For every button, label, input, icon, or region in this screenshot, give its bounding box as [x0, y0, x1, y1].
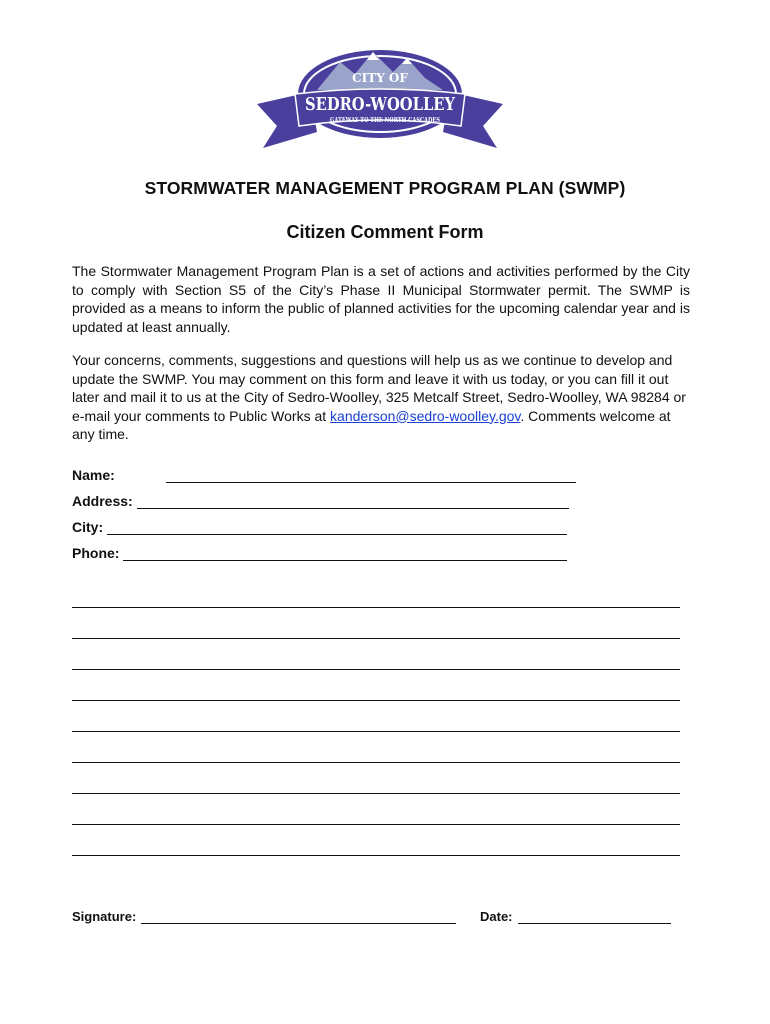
- signature-field[interactable]: [72, 906, 456, 924]
- date-label: Date:: [480, 909, 513, 924]
- comment-line[interactable]: [72, 855, 680, 856]
- comment-line[interactable]: [72, 669, 680, 670]
- phone-field[interactable]: [72, 543, 567, 561]
- date-input-line[interactable]: [518, 910, 671, 924]
- signature-input-line[interactable]: [141, 910, 456, 924]
- address-field[interactable]: [72, 491, 569, 509]
- page-subtitle: Citizen Comment Form: [286, 222, 484, 242]
- comment-line[interactable]: [72, 638, 680, 639]
- address-label: Address:: [72, 493, 133, 509]
- name-field[interactable]: [72, 465, 576, 483]
- comment-line[interactable]: [72, 793, 680, 794]
- comment-line[interactable]: [72, 607, 680, 608]
- logo-main-text: SEDRO-WOOLLEY: [305, 94, 456, 115]
- comment-line[interactable]: [72, 762, 680, 763]
- signature-label: Signature:: [72, 909, 137, 924]
- concerns-tail: . Comments welcome at any time.: [72, 407, 671, 443]
- concerns-paragraph: [72, 351, 690, 444]
- address-input-line[interactable]: [137, 494, 569, 509]
- city-field[interactable]: [72, 517, 567, 535]
- intro-paragraph: The Stormwater Management Program Plan is a set of actions and activities performed by the City to comply with Section S5 of the City’s Phase II Municipal Stormwater permit. The SWMP is provided as a means to inform the public of planned activities for the upcoming calendar year and is updated at least annually.: [72, 263, 690, 335]
- concerns-text: Your concerns, comments, suggestions and questions will help us as we continue to develop and update the SWMP. You may comment on this form and leave it with us today, or you can fill it out later and mail it to us at the City of Sedro-Woolley, 325 Metcalf Street, Sedro-Woolley, WA 98284 or e-mail your comments to Public Works at: [72, 352, 686, 424]
- date-field[interactable]: [480, 906, 671, 924]
- logo-tagline: GATEWAY TO THE NORTH CASCADES: [330, 116, 441, 124]
- email-link[interactable]: kanderson@sedro-woolley.gov: [330, 407, 521, 424]
- name-input-line[interactable]: [166, 468, 576, 483]
- comment-line[interactable]: [72, 824, 680, 825]
- page-title: STORMWATER MANAGEMENT PROGRAM PLAN (SWMP): [144, 178, 626, 198]
- city-logo: [255, 44, 505, 154]
- phone-input-line[interactable]: [123, 546, 567, 561]
- city-input-line[interactable]: [107, 520, 567, 535]
- comment-line[interactable]: [72, 731, 680, 732]
- phone-label: Phone:: [72, 545, 120, 561]
- comment-line[interactable]: [72, 700, 680, 701]
- logo-top-text: CITY OF: [352, 71, 408, 85]
- city-label: City:: [72, 519, 104, 535]
- name-label: Name:: [72, 467, 115, 483]
